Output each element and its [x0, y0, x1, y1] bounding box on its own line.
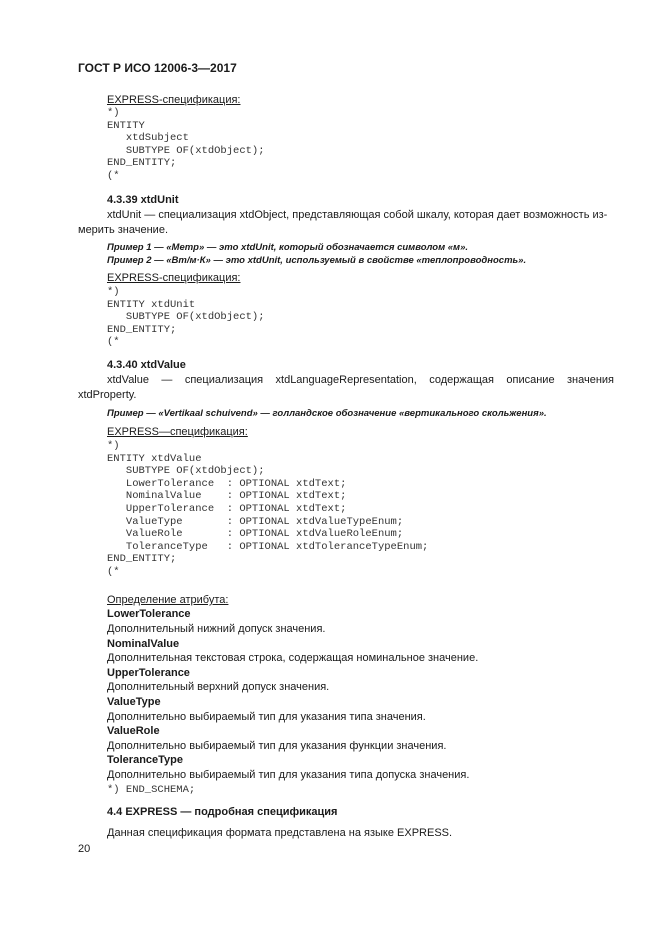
express-end-schema: *) END_SCHEMA; — [107, 784, 196, 796]
section-heading-4-4: 4.4 EXPRESS — подробная спецификация — [107, 806, 338, 818]
attr-desc-uppertolerance: Дополнительный верхний допуск значения. — [107, 681, 330, 693]
attr-desc-valuetype: Дополнительно выбираемый тип для указания типа значения. — [107, 711, 426, 723]
attr-desc-valuerole: Дополнительно выбираемый тип для указания функции значения. — [107, 740, 447, 752]
xtdvalue-paragraph-line2: xtdProperty. — [78, 389, 137, 401]
attr-name-tolerancetype: ToleranceType — [107, 754, 184, 766]
xtdvalue-example: Пример — «Vertikaal schuivend» — голландское обозначение «вертикального скольжения». — [107, 408, 547, 419]
express-spec-label: EXPRESS-спецификация: — [107, 94, 241, 106]
attribute-definition-title: Определение атрибута: — [107, 594, 229, 606]
attr-name-lowertolerance: LowerTolerance — [107, 608, 191, 620]
section-4-4-paragraph: Данная спецификация формата представлена на языке EXPRESS. — [107, 827, 453, 839]
xtdunit-example-1: Пример 1 — «Метр» — это xtdUnit, который обозначается символом «м». — [107, 242, 468, 253]
express-code-xtdvalue: *) ENTITY xtdValue SUBTYPE OF(xtdObject); LowerTolerance : OPTIONAL xtdText; NominalValue : OPTIONAL xtdText; UpperTolerance : OPTIONAL xtdText; ValueType : OPTIONAL xtdValueTypeEnum; ValueRole : OPTIONAL xtdValueRoleEnum; ToleranceType : OPTIONAL xtdToleranceTypeEnum; END_ENTITY; (* — [107, 440, 429, 578]
xtdvalue-paragraph-line1-text: xtdValue — специализация xtdLanguageRepresentation, содержащая описание значения — [107, 374, 614, 386]
section-heading-4-3-40: 4.3.40 xtdValue — [107, 359, 186, 371]
express-spec-label: EXPRESS—спецификация: — [107, 426, 248, 438]
express-code-xtdunit: *) ENTITY xtdUnit SUBTYPE OF(xtdObject); END_ENTITY; (* — [107, 286, 265, 349]
section-heading-4-3-39: 4.3.39 xtdUnit — [107, 194, 179, 206]
document-header: ГОСТ Р ИСО 12006-3—2017 — [78, 61, 237, 75]
attr-desc-tolerancetype: Дополнительно выбираемый тип для указания типа допуска значения. — [107, 769, 470, 781]
attr-name-valuerole: ValueRole — [107, 725, 160, 737]
attr-name-nominalvalue: NominalValue — [107, 638, 180, 650]
xtdunit-paragraph-line1: xtdUnit — специализация xtdObject, представляющая собой шкалу, которая дает возможность из- — [107, 209, 608, 221]
attr-name-uppertolerance: UpperTolerance — [107, 667, 190, 679]
express-code-xtdsubject: *) ENTITY xtdSubject SUBTYPE OF(xtdObject); END_ENTITY; (* — [107, 107, 265, 182]
xtdunit-paragraph-line2: мерить значение. — [78, 224, 169, 236]
xtdvalue-paragraph-line1 — [78, 373, 614, 387]
attr-desc-lowertolerance: Дополнительный нижний допуск значения. — [107, 623, 326, 635]
attr-name-valuetype: ValueType — [107, 696, 161, 708]
xtdunit-example-2: Пример 2 — «Вт/м·К» — это xtdUnit, используемый в свойстве «теплопроводность». — [107, 255, 527, 266]
attr-desc-nominalvalue: Дополнительная текстовая строка, содержащая номинальное значение. — [107, 652, 479, 664]
page-number: 20 — [78, 843, 91, 855]
express-spec-label: EXPRESS-спецификация: — [107, 272, 241, 284]
